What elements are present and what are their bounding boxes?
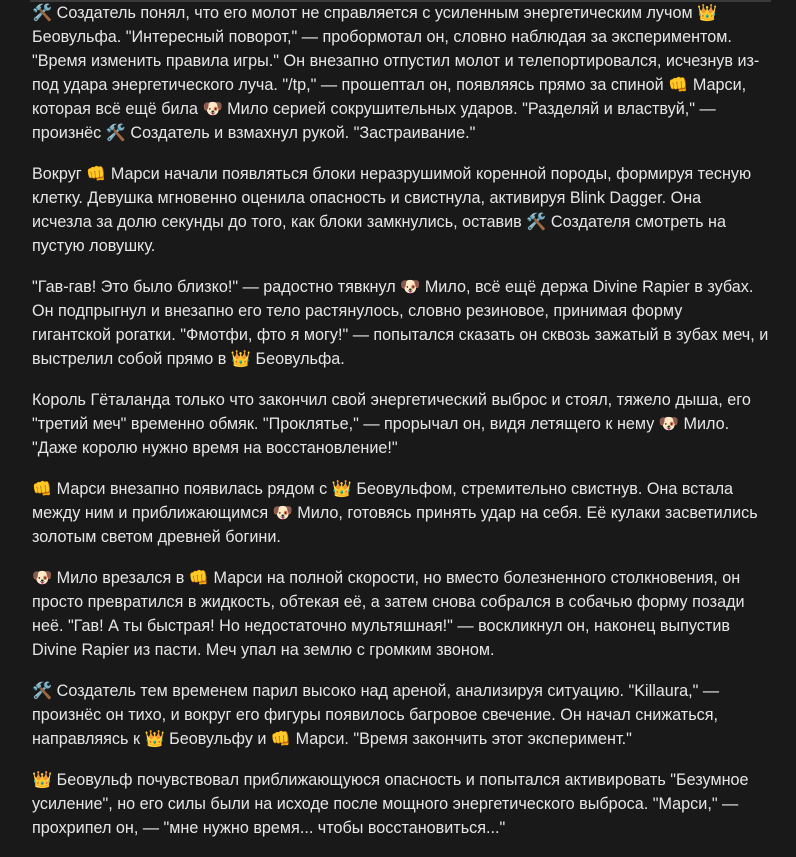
story-paragraph: 👑 Беовульф почувствовал приближающуюся опасность и попытался активировать "Безумное усиление", но его силы были на исходе после мощного энергетического выброса. "Марси," — прохрипел он, — "мне нужно время... чтобы восстановиться..." bbox=[32, 771, 749, 837]
story-paragraph: Король Гёталанда только что закончил свой энергетический выброс и стоял, тяжело дыша, его "третий меч" временно обмяк. "Проклятье," — прорычал он, видя летящего к нему 🐶 Мило. "Даже королю нужно время на восстановление!" bbox=[32, 391, 751, 457]
story-paragraph: 🐶 Мило врезался в 👊 Марси на полной скорости, но вместо болезненного столкновения, он просто превратился в жидкость, обтекая её, а затем снова собрался в собачью форму позади неё. "Гав! А ты быстрая! Но недостаточно мультяшная!" — воскликнул он, наконец выпустив Divine Rapier из пасти. Меч упал на землю с громким звоном. bbox=[32, 569, 745, 659]
story-paragraph: "Гав-гав! Это было близко!" — радостно тявкнул 🐶 Мило, всё ещё держа Divine Rapier в зубах. Он подпрыгнул и внезапно его тело растянулось, словно резиновое, принимая форму гигантской рогатки. "Фмотфи, фто я могу!" — попытался сказать он сквозь зажатый в зубах меч, и выстрелил собой прямо в 👑 Беовульфа. bbox=[32, 278, 769, 368]
story-text bbox=[32, 1, 776, 857]
story-paragraph: 🛠️ Создатель тем временем парил высоко над ареной, анализируя ситуацию. "Killaura," — произнёс он тихо, и вокруг его фигуры появилось багровое свечение. Он начал снижаться, направляясь к 👑 Беовульфу и 👊 Марси. "Время закончить этот эксперимент." bbox=[32, 682, 720, 748]
story-paragraph: 🛠️ Создатель понял, что его молот не справляется с усиленным энергетическим лучом 👑 Беовульфа. "Интересный поворот," — пробормотал он, словно наблюдая за экспериментом. "Время изменить правила игры." Он внезапно отпустил молот и телепортировался, исчезнув из- под удара энергетического луча. "/tp," — прошептал он, появляясь прямо за спиной 👊 Марси, которая всё ещё била 🐶 Мило серией сокрушительных ударов. "Разделяй и властвуй," — произнёс 🛠️ Создатель и взмахнул рукой. "Застраивание." bbox=[32, 4, 760, 142]
story-paragraph: Вокруг 👊 Марси начали появляться блоки неразрушимой коренной породы, формируя тесную клетку. Девушка мгновенно оценила опасность и свистнула, активируя Blink Dagger. Она исчезла за долю секунды до того, как блоки замкнулись, оставив 🛠️ Создателя смотреть на пустую ловушку. bbox=[32, 165, 752, 255]
story-paragraph: 👊 Марси внезапно появилась рядом с 👑 Беовульфом, стремительно свистнув. Она встала между ним и приближающимся 🐶 Мило, готовясь принять удар на себя. Её кулаки засветились золотым светом древней богини. bbox=[32, 480, 758, 546]
